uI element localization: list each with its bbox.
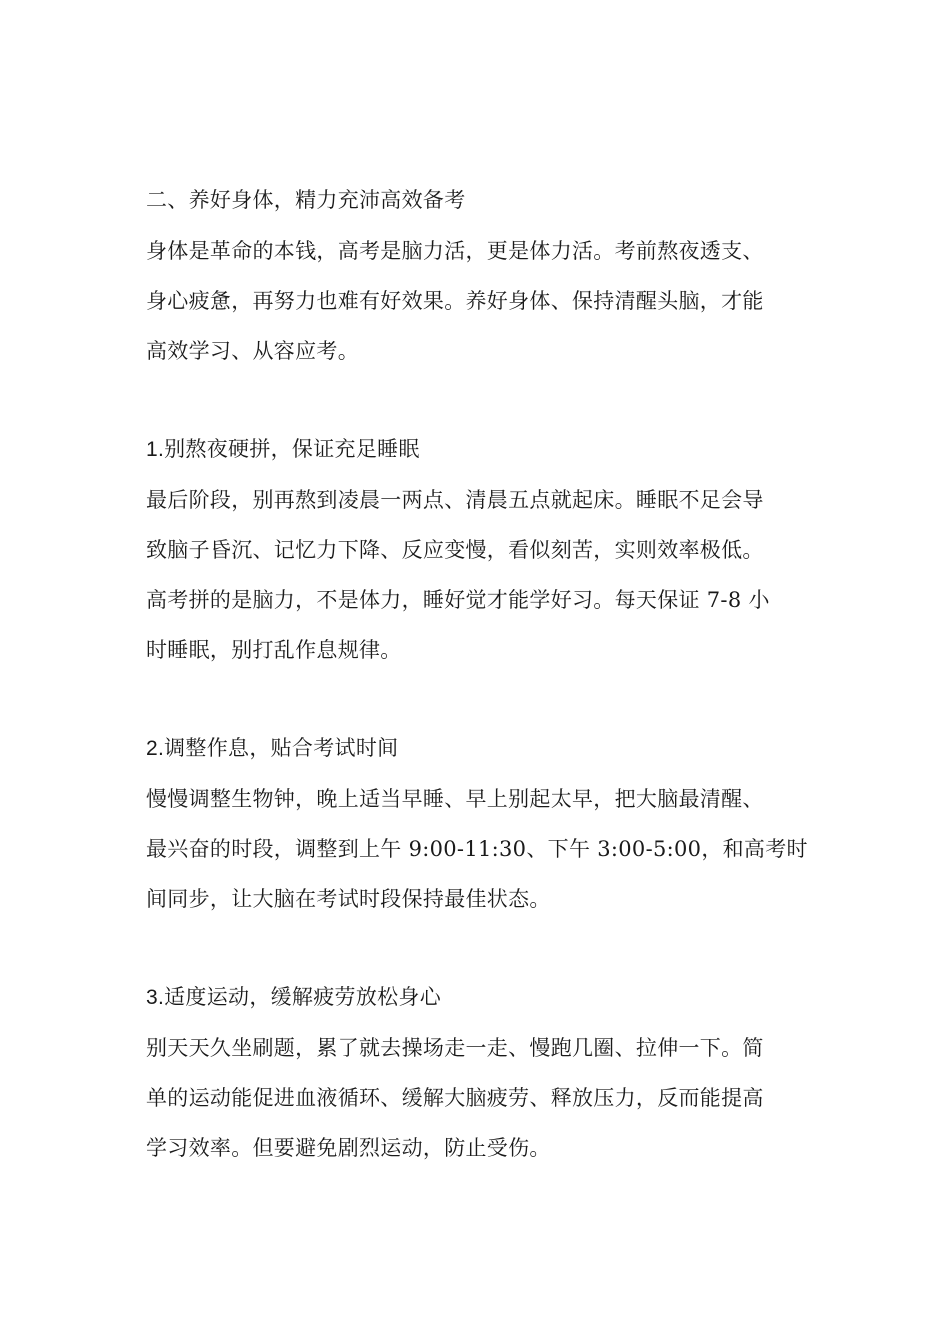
- paragraph-line: 身体是革命的本钱，高考是脑力活，更是体力活。考前熬夜透支、: [146, 239, 764, 263]
- subsection-heading: [146, 983, 826, 1012]
- paragraph-line: 最后阶段，别再熬到凌晨一两点、清晨五点就起床。睡眠不足会导: [146, 488, 764, 512]
- subsection-title: 适度运动，缓解疲劳放松身心: [164, 985, 442, 1009]
- paragraph-line: 慢慢调整生物钟，晚上适当早睡、早上别起太早，把大脑最清醒、: [146, 787, 764, 811]
- paragraph-line: 间同步，让大脑在考试时段保持最佳状态。: [146, 887, 551, 911]
- paragraph-line: 时睡眠，别打乱作息规律。: [146, 638, 402, 662]
- subsection-title: 别熬夜硬拼，保证充足睡眠: [164, 437, 420, 461]
- subsection-title: 调整作息，贴合考试时间: [164, 736, 399, 760]
- subsection-heading: [146, 734, 826, 763]
- paragraph-line: 身心疲惫，再努力也难有好效果。养好身体、保持清醒头脑，才能: [146, 289, 764, 313]
- paragraph-line: 高考拼的是脑力，不是体力，睡好觉才能学好习。每天保证 7-8 小: [146, 588, 770, 612]
- paragraph-line: 致脑子昏沉、记忆力下降、反应变慢，看似刻苦，实则效率极低。: [146, 538, 764, 562]
- subsection-heading: [146, 435, 826, 464]
- subsection-number: 1.: [146, 438, 165, 461]
- paragraph-line: 最兴奋的时段，调整到上午 9:00-11:30、下午 3:00-5:00，和高考时: [146, 837, 808, 861]
- paragraph-line: 学习效率。但要避免剧烈运动，防止受伤。: [146, 1136, 551, 1160]
- paragraph-line: 单的运动能促进血液循环、缓解大脑疲劳、释放压力，反而能提高: [146, 1086, 764, 1110]
- subsection-number: 2.: [146, 737, 165, 760]
- subsection-number: 3.: [146, 986, 165, 1009]
- paragraph-line: 别天天久坐刷题，累了就去操场走一走、慢跑几圈、拉伸一下。简: [146, 1036, 764, 1060]
- section-heading: 二、养好身体，精力充沛高效备考: [146, 188, 466, 212]
- paragraph-line: 高效学习、从容应考。: [146, 339, 359, 363]
